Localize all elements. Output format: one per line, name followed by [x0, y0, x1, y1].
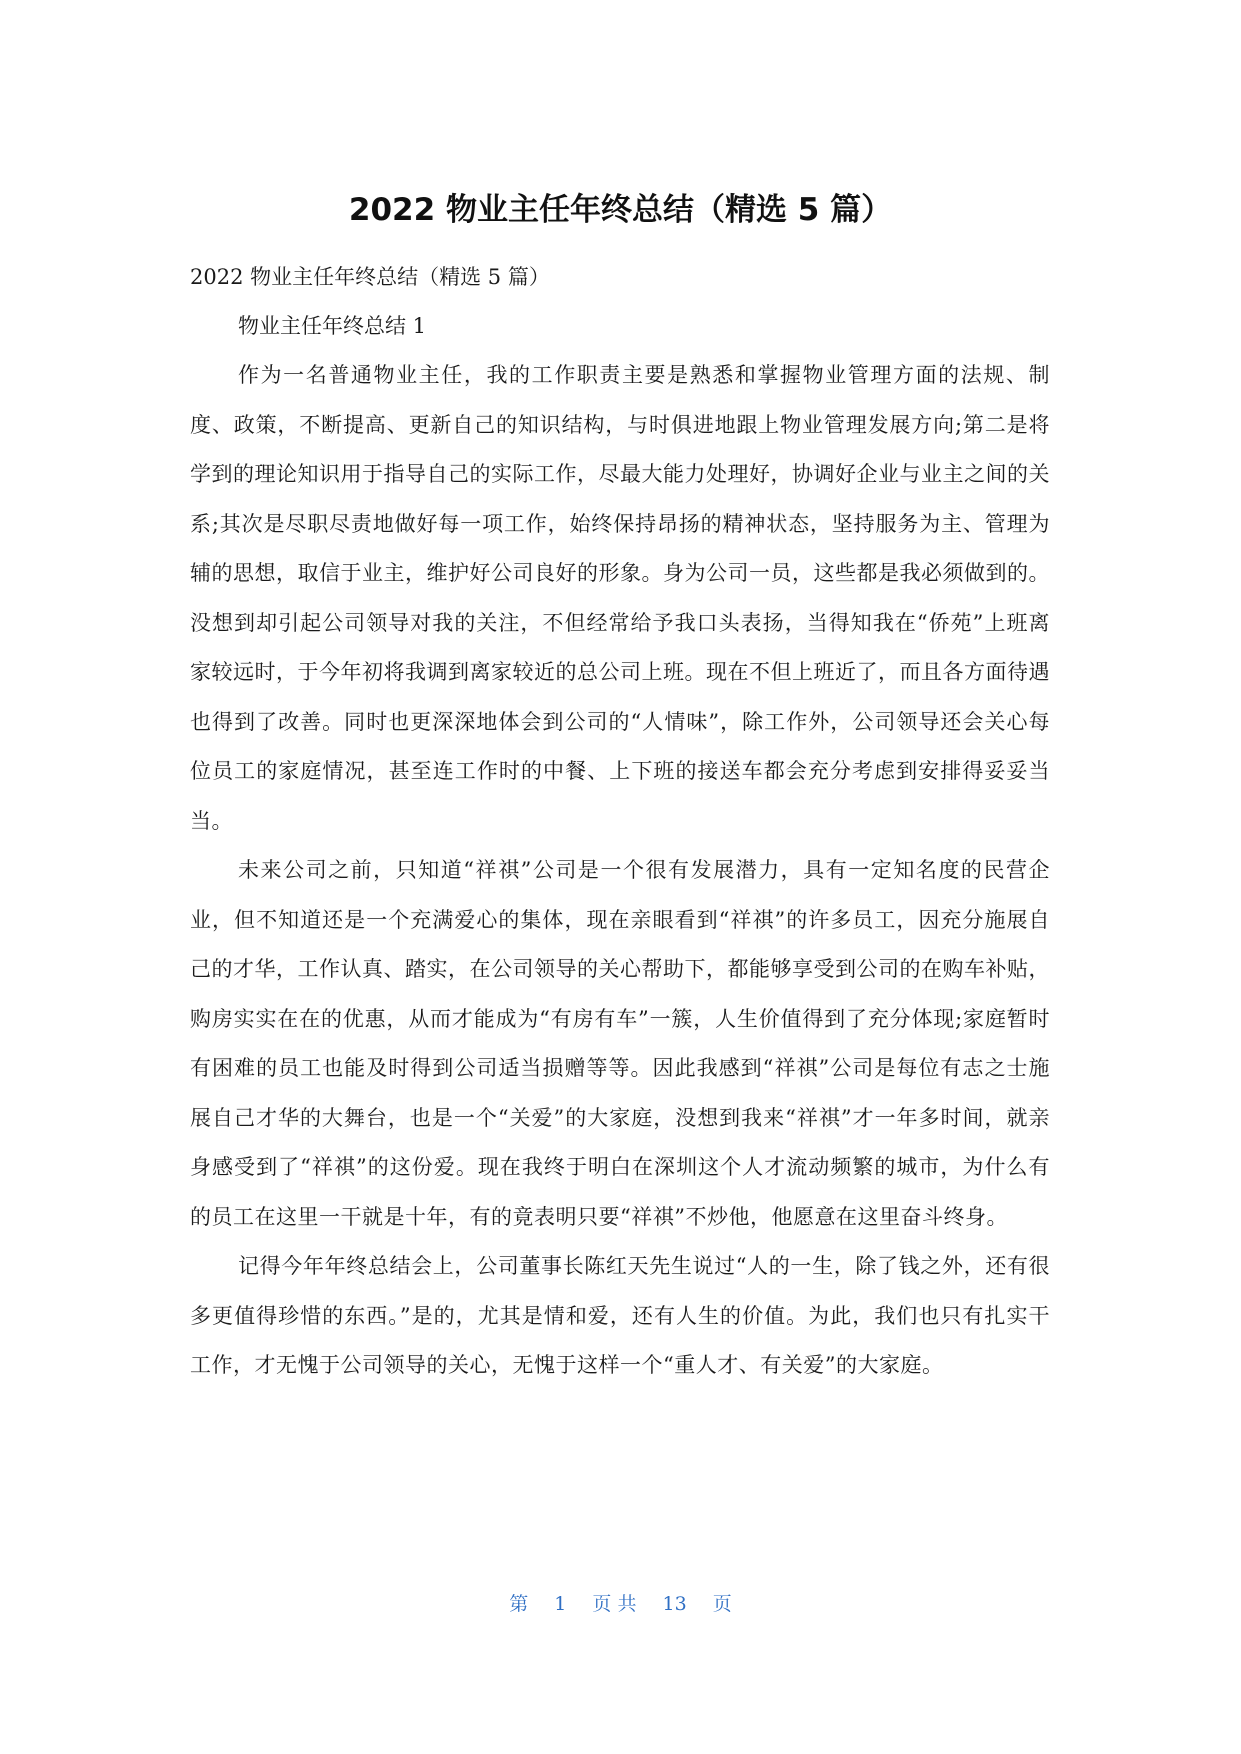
footer-label-page: 第: [509, 1593, 529, 1615]
footer-total-pages: 13: [662, 1593, 687, 1615]
body-paragraph-1: 作为一名普通物业主任，我的工作职责主要是熟悉和掌握物业管理方面的法规、制度、政策，不断提高、更新自己的知识结构，与时俱进地跟上物业管理发展方向;第二是将学到的理论知识用于指导自己的实际工作，尽最大能力处理好，协调好企业与业主之间的关系;其次是尽职尽责地做好每一项工作，始终保持昂扬的精神状态，坚持服务为主、管理为辅的思想，取信于业主，维护好公司良好的形象。身为公司一员，这些都是我必须做到的。没想到却引起公司领导对我的关注，不但经常给予我口头表扬，当得知我在“侨苑”上班离家较远时，于今年初将我调到离家较近的总公司上班。现在不但上班近了，而且各方面待遇也得到了改善。同时也更深深地体会到公司的“人情味”，除工作外，公司领导还会关心每位员工的家庭情况，甚至连工作时的中餐、上下班的接送车都会充分考虑到安排得妥妥当当。: [190, 363, 1050, 833]
footer-label-end: 页: [712, 1593, 732, 1615]
body-paragraph-2: 未来公司之前，只知道“祥祺”公司是一个很有发展潜力，具有一定知名度的民营企业，但不知道还是一个充满爱心的集体，现在亲眼看到“祥祺”的许多员工，因充分施展自己的才华，工作认真、踏实，在公司领导的关心帮助下，都能够享受到公司的在购车补贴，购房实实在在的优惠，从而才能成为“有房有车”一簇，人生价值得到了充分体现;家庭暂时有困难的员工也能及时得到公司适当损赠等等。因此我感到“祥祺”公司是每位有志之士施展自己才华的大舞台，也是一个“关爱”的大家庭，没想到我来“祥祺”才一年多时间，就亲身感受到了“祥祺”的这份爱。现在我终于明白在深圳这个人才流动频繁的城市，为什么有的员工在这里一干就是十年，有的竟表明只要“祥祺”不炒他，他愿意在这里奋斗终身。: [190, 858, 1050, 1229]
document-body: [190, 253, 1050, 1391]
document-title: 2022 物业主任年终总结（精选 5 篇）: [348, 192, 893, 228]
body-paragraph-3: 记得今年年终总结会上，公司董事长陈红天先生说过“人的一生，除了钱之外，还有很多更值得珍惜的东西。”是的，尤其是情和爱，还有人生的价值。为此，我们也只有扎实干工作，才无愧于公司领导的关心，无愧于这样一个“重人才、有关爱”的大家庭。: [190, 1254, 1050, 1377]
section-heading: 物业主任年终总结 1: [238, 314, 427, 338]
footer-label-of: 页 共: [592, 1593, 637, 1615]
document-subtitle: 2022 物业主任年终总结（精选 5 篇）: [190, 265, 550, 289]
page-footer: [0, 1590, 1241, 1618]
footer-current-page: 1: [554, 1593, 567, 1615]
